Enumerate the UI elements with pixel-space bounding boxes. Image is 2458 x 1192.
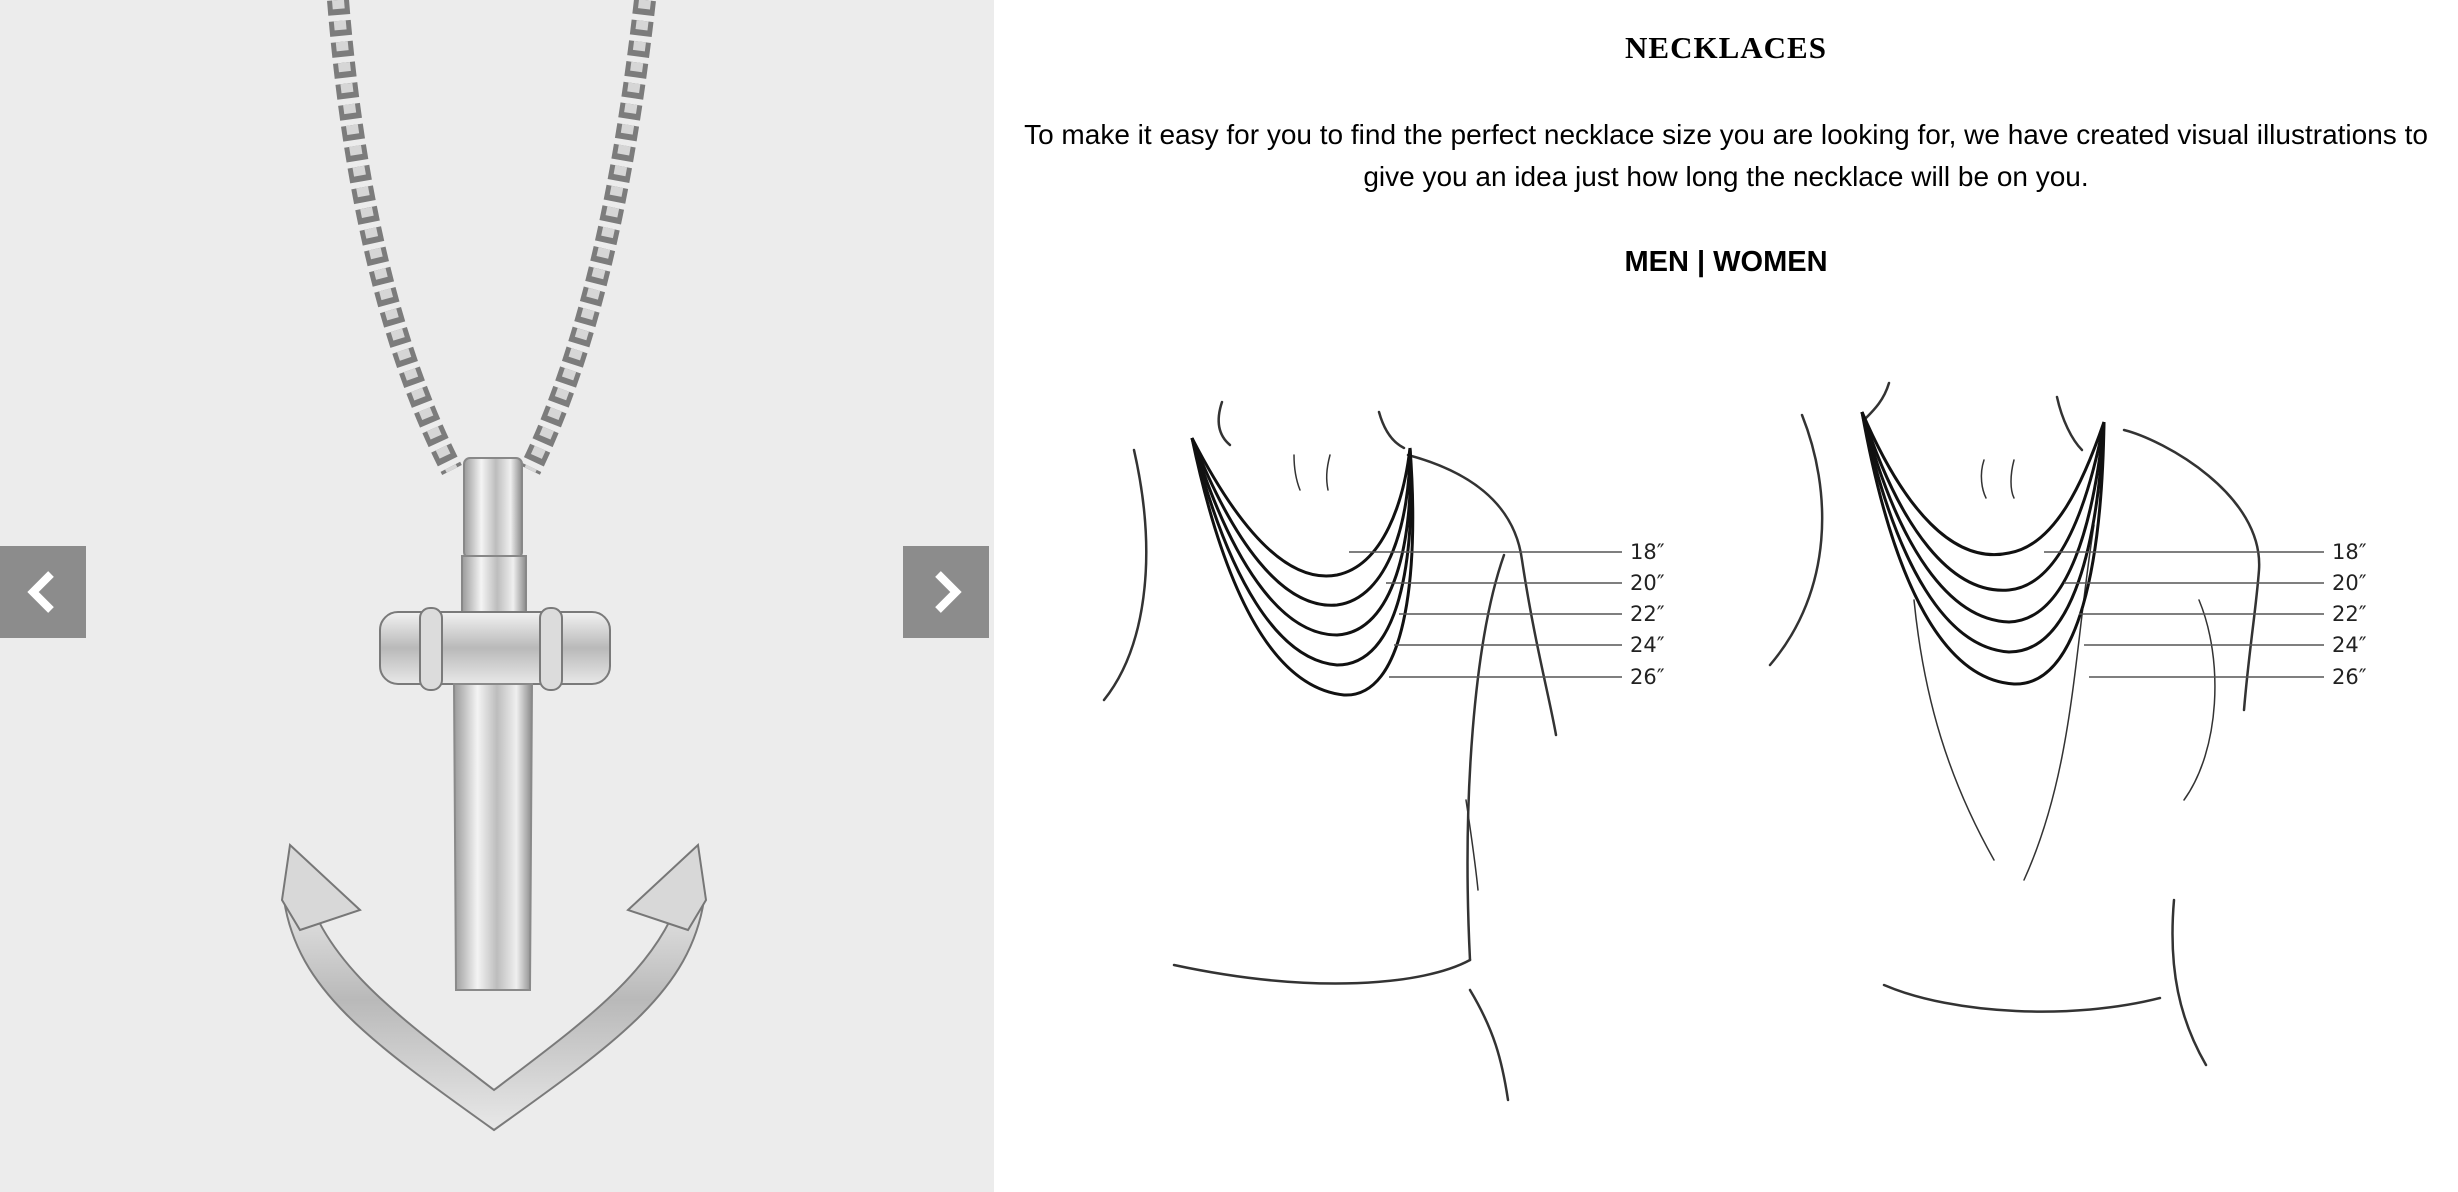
male-torso-icon (1104, 402, 1556, 1100)
anchor-pendant-icon (0, 0, 994, 1192)
men-size-label: 26″ (1630, 665, 1665, 689)
rope-chain (338, 0, 645, 470)
women-size-label: 22″ (2332, 602, 2367, 626)
page-title: NECKLACES (1625, 30, 1827, 65)
female-necklace-curves (1862, 412, 2104, 684)
female-torso-icon (1770, 383, 2259, 1065)
description-text: To make it easy for you to find the perfect necklace size you are looking for, we have created visual illustrations to give you an idea just how long the necklace will be on you. (1024, 119, 2428, 192)
male-necklace-curves (1192, 438, 1413, 695)
male-size-guide-lines (1349, 552, 1622, 677)
chevron-right-icon (926, 570, 966, 614)
gender-women-link[interactable]: WOMEN (1713, 246, 1828, 278)
product-gallery (0, 0, 994, 1192)
chevron-left-icon (23, 570, 63, 614)
men-size-label: 24″ (1630, 633, 1665, 657)
size-guide (994, 0, 2458, 1192)
female-size-guide-lines (2044, 552, 2324, 677)
necklace-size-chart (994, 0, 2458, 1192)
women-size-label: 24″ (2332, 633, 2367, 657)
men-size-label: 18″ (1630, 540, 1665, 564)
gender-separator: | (1688, 246, 1714, 278)
men-size-label: 20″ (1630, 571, 1665, 595)
next-image-button[interactable] (903, 546, 989, 638)
women-size-label: 26″ (2332, 665, 2367, 689)
women-size-label: 20″ (2332, 571, 2367, 595)
gender-men-link[interactable]: MEN (1624, 246, 1689, 278)
previous-image-button[interactable] (0, 546, 86, 638)
men-size-label: 22″ (1630, 602, 1665, 626)
women-size-label: 18″ (2332, 540, 2367, 564)
